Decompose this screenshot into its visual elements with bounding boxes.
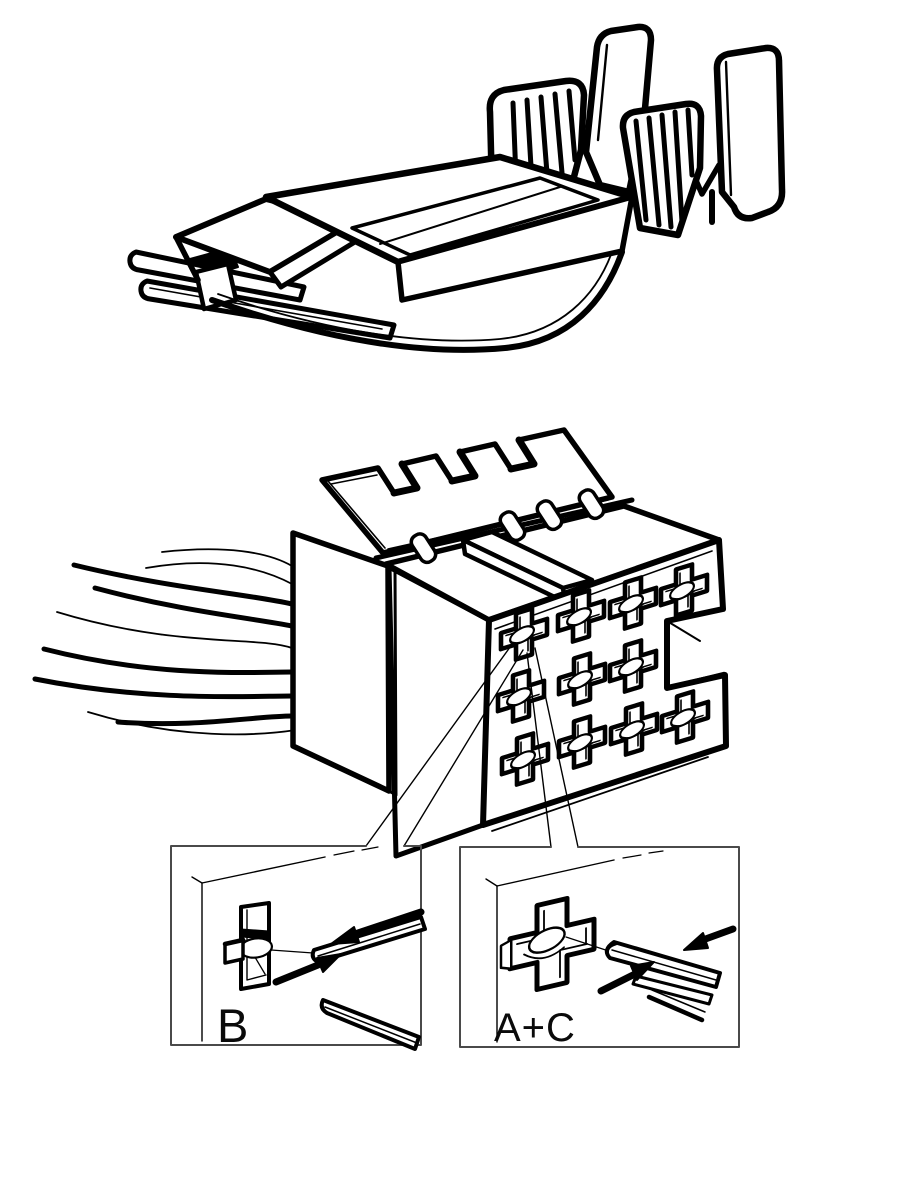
crimp-terminal-figure	[130, 27, 782, 350]
wire	[95, 588, 292, 626]
flat-blade-terminals	[313, 917, 425, 1049]
blade-lower-inner	[325, 1007, 417, 1043]
wire	[44, 649, 292, 673]
hole-to-blade-leader	[271, 950, 313, 953]
connector-housing-figure	[35, 430, 726, 856]
inset-b-frame	[171, 846, 421, 1045]
cross-cavity-large	[501, 892, 594, 997]
arrow-shaft	[601, 973, 637, 991]
detail-inset-b	[171, 846, 425, 1052]
arrow-shaft	[276, 965, 318, 982]
housing-left-panel	[293, 533, 389, 791]
wire	[146, 563, 292, 584]
slot-cavity	[225, 903, 273, 989]
arrow-head	[684, 933, 708, 950]
wire	[57, 612, 292, 648]
wire	[35, 679, 292, 697]
wire	[118, 716, 292, 724]
harness-wires	[35, 549, 296, 734]
notch-inner-edge	[667, 621, 700, 641]
inset-label-ac: A+C	[494, 1006, 576, 1050]
arrow-head	[317, 954, 341, 972]
arrow-head	[331, 927, 359, 944]
inset-label-b: B	[217, 999, 249, 1052]
